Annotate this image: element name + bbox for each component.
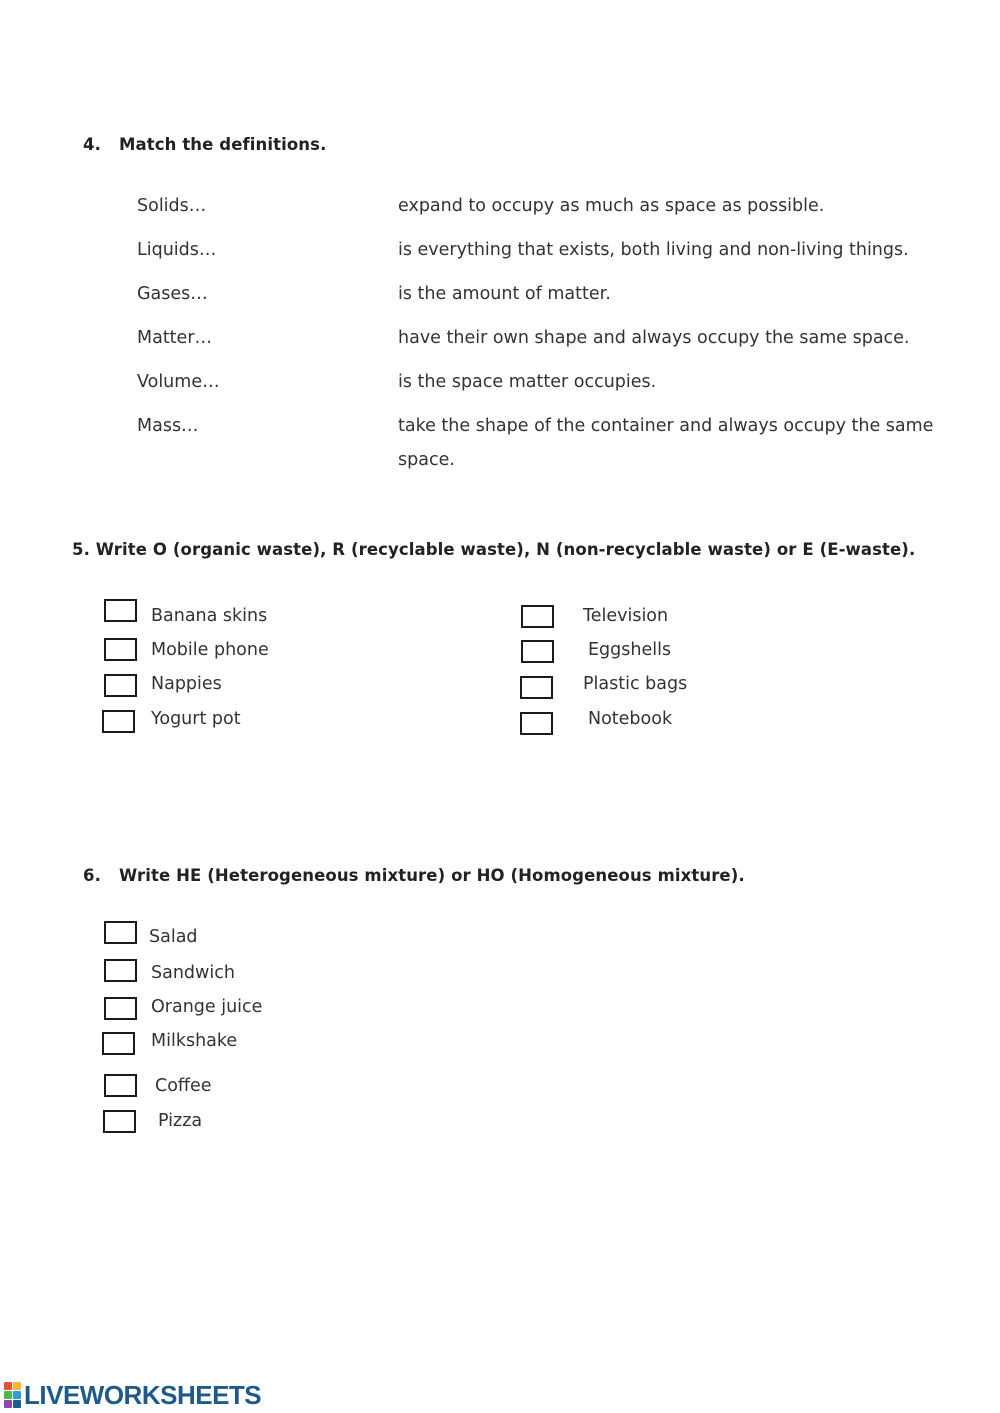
item-milkshake: Milkshake <box>151 1031 238 1051</box>
liveworksheets-logo[interactable] <box>4 1381 261 1409</box>
answer-box-sandwich[interactable] <box>104 959 137 982</box>
item-orange-juice: Orange juice <box>151 997 263 1017</box>
item-notebook: Notebook <box>588 709 673 729</box>
liveworksheets-logo-icon <box>4 1382 21 1408</box>
answer-box-television[interactable] <box>521 605 554 628</box>
answer-box-nappies[interactable] <box>104 674 137 697</box>
logo-cell <box>4 1391 12 1399</box>
answer-box-plastic-bags[interactable] <box>520 676 553 699</box>
answer-box-mobile-phone[interactable] <box>104 638 137 661</box>
logo-cell <box>4 1400 12 1408</box>
definition-3: is the amount of matter. <box>398 284 611 304</box>
answer-box-orange-juice[interactable] <box>104 997 137 1020</box>
definition-2: is everything that exists, both living and non-living things. <box>398 240 909 260</box>
q5-heading: 5. Write O (organic waste), R (recyclable waste), N (non-recyclable waste) or E (E-waste). <box>72 540 916 559</box>
logo-cell <box>4 1382 12 1390</box>
answer-box-salad[interactable] <box>104 921 137 944</box>
answer-box-yogurt-pot[interactable] <box>102 710 135 733</box>
answer-box-coffee[interactable] <box>104 1074 137 1097</box>
answer-box-eggshells[interactable] <box>521 640 554 663</box>
q6-heading-number: 6. <box>83 866 101 885</box>
item-pizza: Pizza <box>158 1111 203 1131</box>
q4-heading: Match the definitions. <box>119 135 327 154</box>
term-volume: Volume… <box>137 372 220 392</box>
item-salad: Salad <box>149 927 198 947</box>
item-television: Television <box>583 606 669 626</box>
item-plastic-bags: Plastic bags <box>583 674 688 694</box>
item-mobile-phone: Mobile phone <box>151 640 269 660</box>
definition-1: expand to occupy as much as space as possible. <box>398 196 825 216</box>
term-matter: Matter… <box>137 328 213 348</box>
answer-box-banana-skins[interactable] <box>104 599 137 622</box>
logo-cell <box>13 1391 21 1399</box>
term-liquids: Liquids… <box>137 240 217 260</box>
term-solids: Solids… <box>137 196 207 216</box>
answer-box-notebook[interactable] <box>520 712 553 735</box>
definition-4: have their own shape and always occupy the same space. <box>398 328 910 348</box>
item-yogurt-pot: Yogurt pot <box>151 709 241 729</box>
item-banana-skins: Banana skins <box>151 606 268 626</box>
item-eggshells: Eggshells <box>588 640 672 660</box>
item-coffee: Coffee <box>155 1076 212 1096</box>
term-mass: Mass… <box>137 416 199 436</box>
q4-heading-number: 4. <box>83 135 101 154</box>
item-nappies: Nappies <box>151 674 222 694</box>
logo-cell <box>13 1382 21 1390</box>
definition-5: is the space matter occupies. <box>398 372 657 392</box>
definition-6: take the shape of the container and always occupy the same space. <box>398 416 934 470</box>
item-sandwich: Sandwich <box>151 963 235 983</box>
term-gases: Gases… <box>137 284 208 304</box>
logo-cell <box>13 1400 21 1408</box>
logo-text: LIVEWORKSHEETS <box>24 1379 262 1410</box>
answer-box-pizza[interactable] <box>103 1110 136 1133</box>
q6-heading: Write HE (Heterogeneous mixture) or HO (Homogeneous mixture). <box>119 866 745 885</box>
answer-box-milkshake[interactable] <box>102 1032 135 1055</box>
